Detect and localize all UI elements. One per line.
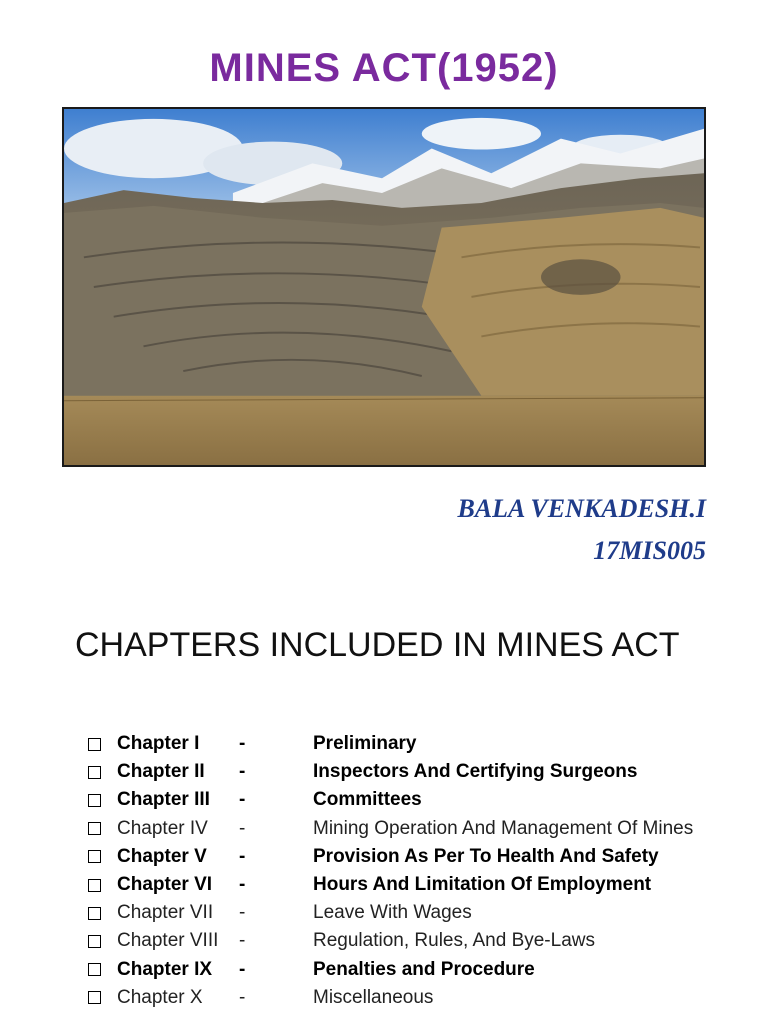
page-title: MINES ACT(1952): [209, 46, 559, 90]
chapter-title: Mining Operation And Management Of Mines: [313, 817, 694, 839]
chapter-separator: -: [239, 817, 246, 839]
chapter-separator: -: [239, 958, 246, 980]
checkbox-bullet-icon: [88, 794, 101, 807]
chapter-separator: -: [239, 930, 246, 952]
chapter-number: Chapter VII: [117, 902, 214, 924]
chapter-separator: -: [239, 902, 246, 924]
chapter-title: Provision As Per To Health And Safety: [313, 845, 659, 867]
chapter-separator: -: [239, 845, 246, 867]
checkbox-bullet-icon: [88, 738, 101, 751]
chapter-row: [88, 843, 764, 871]
chapter-row: [88, 871, 764, 899]
open-pit-mine-photo: [62, 107, 706, 467]
chapter-number: Chapter I: [117, 733, 200, 755]
chapter-separator: -: [239, 733, 246, 755]
chapter-title: Committees: [313, 789, 422, 811]
chapter-row: [88, 758, 764, 786]
chapter-row: [88, 899, 764, 927]
chapter-title: Inspectors And Certifying Surgeons: [313, 761, 638, 783]
checkbox-bullet-icon: [88, 907, 101, 920]
chapter-number: Chapter IV: [117, 817, 208, 839]
chapter-number: Chapter V: [117, 845, 207, 867]
chapter-title: Hours And Limitation Of Employment: [313, 874, 652, 896]
chapter-number: Chapter VI: [117, 874, 213, 896]
chapter-number: Chapter II: [117, 761, 205, 783]
checkbox-bullet-icon: [88, 935, 101, 948]
author-id: 17MIS005: [593, 536, 706, 565]
chapter-row: [88, 984, 764, 1012]
chapter-row: [88, 815, 764, 843]
author-name: BALA VENKADESH.I: [457, 494, 706, 523]
chapter-number: Chapter III: [117, 789, 210, 811]
chapter-title: Leave With Wages: [313, 902, 472, 924]
chapter-number: Chapter VIII: [117, 930, 219, 952]
checkbox-bullet-icon: [88, 850, 101, 863]
checkbox-bullet-icon: [88, 822, 101, 835]
chapter-list: [88, 730, 764, 1012]
chapter-title: Preliminary: [313, 733, 417, 755]
chapter-title: Penalties and Procedure: [313, 958, 535, 980]
chapter-number: Chapter IX: [117, 958, 213, 980]
checkbox-bullet-icon: [88, 879, 101, 892]
checkbox-bullet-icon: [88, 766, 101, 779]
checkbox-bullet-icon: [88, 991, 101, 1004]
chapter-row: [88, 956, 764, 984]
chapter-row: [88, 730, 764, 758]
chapter-title: Miscellaneous: [313, 986, 434, 1008]
chapter-number: Chapter X: [117, 986, 203, 1008]
chapter-separator: -: [239, 874, 246, 896]
section-heading: CHAPTERS INCLUDED IN MINES ACT: [75, 626, 680, 664]
chapter-row: [88, 786, 764, 814]
chapter-separator: -: [239, 761, 246, 783]
chapter-separator: -: [239, 789, 246, 811]
checkbox-bullet-icon: [88, 963, 101, 976]
chapter-separator: -: [239, 986, 246, 1008]
chapter-title: Regulation, Rules, And Bye-Laws: [313, 930, 595, 952]
chapter-row: [88, 927, 764, 955]
